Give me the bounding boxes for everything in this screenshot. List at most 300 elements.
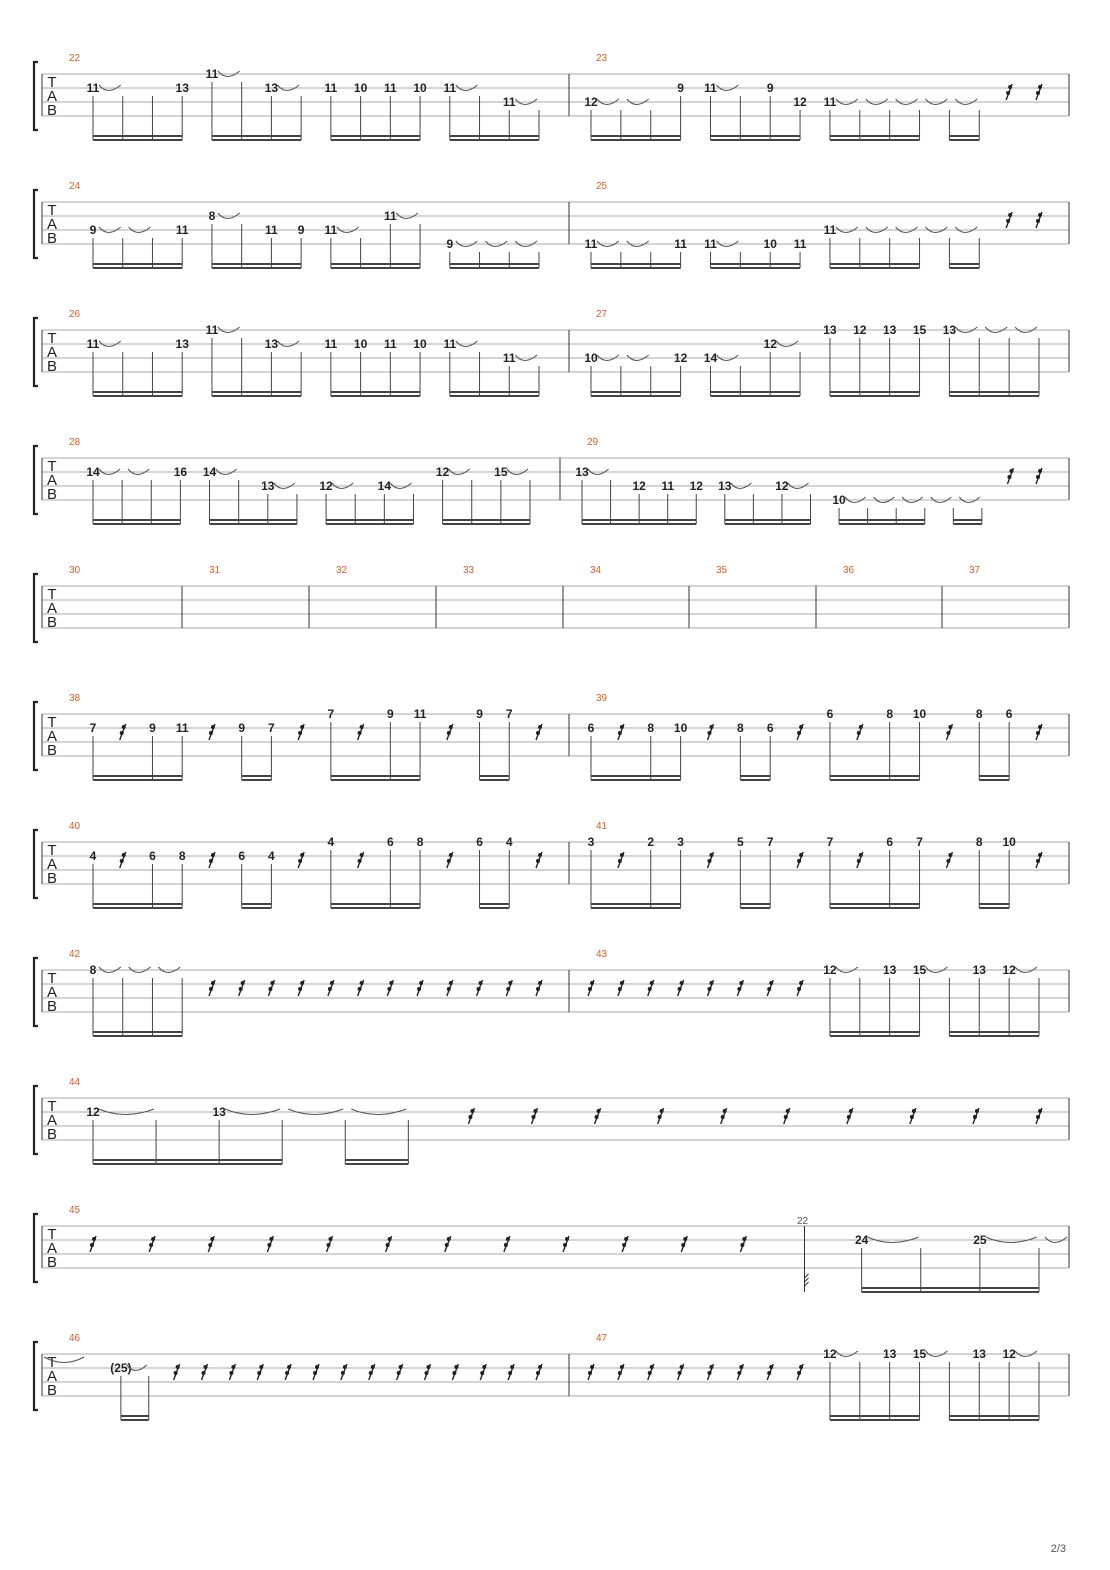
sixteenth-rest xyxy=(536,724,542,740)
sixteenth-rest xyxy=(417,980,423,996)
fret-number: 8 xyxy=(416,835,424,849)
sixteenth-rest xyxy=(480,1364,486,1380)
staff-system xyxy=(34,1205,1069,1292)
sixteenth-rest xyxy=(857,852,863,868)
fret-number: 6 xyxy=(766,721,774,735)
measure-number: 33 xyxy=(463,565,475,576)
fret-number: 11 xyxy=(205,67,219,81)
fret-number: 8 xyxy=(208,209,216,223)
fret-number: 11 xyxy=(502,351,516,365)
sixteenth-rest xyxy=(386,1236,392,1252)
sixteenth-rest xyxy=(588,980,594,996)
fret-number: 13 xyxy=(175,337,189,351)
fret-number: 11 xyxy=(502,95,516,109)
fret-number: 11 xyxy=(324,223,338,237)
measure-number: 43 xyxy=(596,949,608,960)
measure-number: 30 xyxy=(69,565,81,576)
staff-system xyxy=(34,949,1069,1036)
sixteenth-rest xyxy=(946,852,952,868)
fret-number: 11 xyxy=(205,323,219,337)
tab-clef-letter: A xyxy=(46,600,58,617)
sixteenth-rest xyxy=(327,1236,333,1252)
fret-number: 11 xyxy=(383,209,397,223)
sixteenth-rest xyxy=(797,724,803,740)
system-bracket xyxy=(34,1342,38,1410)
tab-clef-letter: A xyxy=(46,1240,58,1257)
tab-clef-letter: T xyxy=(47,970,57,987)
sixteenth-rest xyxy=(257,1364,263,1380)
fret-number: 13 xyxy=(261,479,275,493)
sixteenth-rest xyxy=(298,724,304,740)
sixteenth-rest xyxy=(784,1108,790,1124)
staff-system xyxy=(34,53,1069,140)
sixteenth-rest xyxy=(229,1364,235,1380)
measure-number: 36 xyxy=(843,565,855,576)
sixteenth-rest xyxy=(847,1108,853,1124)
fret-number: 11 xyxy=(704,237,717,251)
fret-number: 7 xyxy=(826,835,834,849)
tab-clef-letter: B xyxy=(46,1254,58,1271)
fret-number: 12 xyxy=(435,465,450,479)
sixteenth-rest xyxy=(536,1364,542,1380)
fret-number: 11 xyxy=(175,223,189,237)
fret-number: 16 xyxy=(173,465,188,479)
tab-clef-letter: A xyxy=(46,1112,58,1129)
sixteenth-rest xyxy=(1036,852,1042,868)
fret-number: 9 xyxy=(476,707,483,721)
fret-number: 11 xyxy=(383,337,397,351)
sixteenth-rest xyxy=(707,724,713,740)
tab-clef-letter: B xyxy=(46,102,58,119)
grace-flag xyxy=(805,1274,809,1278)
fret-number: 12 xyxy=(584,95,598,109)
fret-number: 13 xyxy=(942,323,957,337)
tab-clef-letter: A xyxy=(46,472,58,489)
sixteenth-rest xyxy=(588,1364,594,1380)
measure-number: 47 xyxy=(596,1333,608,1344)
sixteenth-rest xyxy=(618,852,624,868)
fret-number: 6 xyxy=(587,721,595,735)
measure-number: 25 xyxy=(596,181,608,192)
fret-number: 13 xyxy=(264,81,279,95)
tab-clef-letter: B xyxy=(46,870,58,887)
system-bracket xyxy=(34,574,38,642)
measure-number: 32 xyxy=(336,565,348,576)
fret-number: 6 xyxy=(386,835,394,849)
fret-number: 8 xyxy=(178,849,186,863)
sixteenth-rest xyxy=(120,852,126,868)
fret-number: 12 xyxy=(823,1347,837,1361)
tab-clef-letter: T xyxy=(47,202,57,219)
fret-number: 8 xyxy=(975,835,983,849)
sixteenth-rest xyxy=(1006,212,1012,228)
fret-number: 10 xyxy=(763,237,777,251)
sixteenth-rest xyxy=(298,980,304,996)
sixteenth-rest xyxy=(1006,84,1012,100)
fret-number: 6 xyxy=(476,835,483,849)
tab-clef-letter: A xyxy=(46,88,58,105)
sixteenth-rest xyxy=(239,980,245,996)
tab-clef-letter: B xyxy=(46,998,58,1015)
sixteenth-rest xyxy=(267,1236,273,1252)
measure-number: 39 xyxy=(596,693,608,704)
sixteenth-rest xyxy=(536,980,542,996)
sixteenth-rest xyxy=(298,852,304,868)
staff-system xyxy=(34,181,1069,268)
sixteenth-rest xyxy=(387,980,393,996)
fret-number: 9 xyxy=(677,81,684,95)
sixteenth-rest xyxy=(658,1108,664,1124)
sixteenth-rest xyxy=(946,724,952,740)
sixteenth-rest xyxy=(707,852,713,868)
fret-number: 13 xyxy=(718,479,732,493)
fret-number: 14 xyxy=(703,351,718,365)
fret-number: 2 xyxy=(647,835,655,849)
system-bracket xyxy=(34,62,38,130)
fret-number: 9 xyxy=(386,707,394,721)
fret-number: 11 xyxy=(86,337,100,351)
fret-number: 3 xyxy=(587,835,595,849)
fret-number: 12 xyxy=(853,323,867,337)
sixteenth-rest xyxy=(285,1364,291,1380)
fret-number: 12 xyxy=(1002,963,1016,977)
fret-number: 12 xyxy=(689,479,703,493)
sixteenth-rest xyxy=(767,1364,773,1380)
sixteenth-rest xyxy=(1036,84,1042,100)
fret-number: 5 xyxy=(736,835,744,849)
sixteenth-rest xyxy=(202,1364,208,1380)
fret-number: 15 xyxy=(912,1347,927,1361)
fret-number: 6 xyxy=(149,849,156,863)
fret-number: 12 xyxy=(763,337,777,351)
sixteenth-rest xyxy=(209,852,215,868)
fret-number: 10 xyxy=(912,707,927,721)
sixteenth-rest xyxy=(1007,468,1013,484)
measure-number: 28 xyxy=(69,437,81,448)
staff-system xyxy=(34,437,1069,524)
fret-number: 8 xyxy=(89,963,97,977)
fret-number: 11 xyxy=(704,81,717,95)
measure-number: 27 xyxy=(596,309,608,320)
fret-number: 6 xyxy=(886,835,894,849)
fret-number: 12 xyxy=(673,351,688,365)
sixteenth-rest xyxy=(358,724,364,740)
fret-number: 12 xyxy=(823,963,837,977)
fret-number: 7 xyxy=(327,707,335,721)
fret-number: 6 xyxy=(1005,707,1013,721)
fret-number: 11 xyxy=(265,223,278,237)
tab-clef-letter: B xyxy=(46,358,58,375)
sixteenth-rest xyxy=(174,1364,180,1380)
page-number: 2/3 xyxy=(1050,1543,1066,1555)
sixteenth-rest xyxy=(595,1108,601,1124)
sixteenth-rest xyxy=(721,1108,727,1124)
fret-number: 10 xyxy=(353,337,368,351)
measure-number: 45 xyxy=(69,1205,81,1216)
sixteenth-rest xyxy=(208,1236,214,1252)
measure-number: 31 xyxy=(209,565,221,576)
fret-number: 13 xyxy=(882,323,897,337)
sixteenth-rest xyxy=(857,724,863,740)
sixteenth-rest xyxy=(737,980,743,996)
sixteenth-rest xyxy=(209,980,215,996)
sixteenth-rest xyxy=(973,1108,979,1124)
fret-number: 11 xyxy=(584,237,598,251)
fret-number: 9 xyxy=(766,81,774,95)
staff-system xyxy=(34,693,1069,780)
fret-number: 13 xyxy=(823,323,837,337)
fret-number: 14 xyxy=(377,479,392,493)
tab-clef-letter: T xyxy=(47,586,57,603)
fret-number: 11 xyxy=(443,337,457,351)
measure-number: 37 xyxy=(969,565,981,576)
sixteenth-rest xyxy=(536,852,542,868)
tab-clef-letter: B xyxy=(46,230,58,247)
staff-system xyxy=(34,565,1069,642)
fret-number: 11 xyxy=(443,81,457,95)
fret-number: 7 xyxy=(89,721,97,735)
tab-clef-letter: B xyxy=(46,742,58,759)
sixteenth-rest xyxy=(618,724,624,740)
sixteenth-rest xyxy=(910,1108,916,1124)
fret-number: 8 xyxy=(647,721,655,735)
fret-number: 13 xyxy=(264,337,279,351)
fret-number: 12 xyxy=(775,479,789,493)
fret-number: 7 xyxy=(268,721,275,735)
sixteenth-rest xyxy=(681,1236,687,1252)
fret-number: 14 xyxy=(202,465,217,479)
sixteenth-rest xyxy=(618,1364,624,1380)
sixteenth-rest xyxy=(504,1236,510,1252)
fret-number: 4 xyxy=(89,849,97,863)
measure-number: 40 xyxy=(69,821,81,832)
tab-clef-letter: B xyxy=(46,486,58,503)
tab-clef-letter: T xyxy=(47,74,57,91)
fret-number: 25 xyxy=(973,1233,987,1247)
tab-clef-letter: B xyxy=(46,1126,58,1143)
tab-clef-letter: B xyxy=(46,1382,58,1399)
fret-number: 9 xyxy=(149,721,156,735)
sixteenth-rest xyxy=(563,1236,569,1252)
tab-clef-letter: T xyxy=(47,458,57,475)
measure-number: 34 xyxy=(590,565,602,576)
system-bracket xyxy=(34,958,38,1026)
staff-system xyxy=(34,309,1069,396)
system-bracket xyxy=(34,446,38,514)
fret-number: 3 xyxy=(677,835,684,849)
sixteenth-rest xyxy=(120,724,126,740)
sixteenth-rest xyxy=(341,1364,347,1380)
fret-number: 14 xyxy=(86,465,100,479)
fret-number: 4 xyxy=(268,849,275,863)
fret-number: 8 xyxy=(886,707,894,721)
tab-clef-letter: A xyxy=(46,344,58,361)
measure-number: 41 xyxy=(596,821,608,832)
fret-number: 7 xyxy=(505,707,513,721)
fret-number: 13 xyxy=(882,1347,897,1361)
staff-system xyxy=(34,1333,1069,1420)
sixteenth-rest xyxy=(90,1236,96,1252)
sixteenth-rest xyxy=(209,724,215,740)
fret-number: 12 xyxy=(319,479,333,493)
sixteenth-rest xyxy=(707,1364,713,1380)
sixteenth-rest xyxy=(447,852,453,868)
tab-clef-letter: A xyxy=(46,1368,58,1385)
tab-clef-letter: A xyxy=(46,728,58,745)
sixteenth-rest xyxy=(1036,1108,1042,1124)
fret-number: 4 xyxy=(505,835,513,849)
fret-number: 13 xyxy=(212,1105,226,1119)
fret-number: 9 xyxy=(238,721,246,735)
system-bracket xyxy=(34,702,38,770)
sixteenth-rest xyxy=(618,980,624,996)
fret-number: 6 xyxy=(826,707,834,721)
tab-clef-letter: A xyxy=(46,216,58,233)
sixteenth-rest xyxy=(425,1364,431,1380)
fret-number: 10 xyxy=(584,351,598,365)
fret-number: 11 xyxy=(823,223,837,237)
tab-clef-letter: A xyxy=(46,984,58,1001)
measure-number: 23 xyxy=(596,53,608,64)
sixteenth-rest xyxy=(531,1108,537,1124)
sixteenth-rest xyxy=(1036,468,1042,484)
fret-number: 11 xyxy=(383,81,397,95)
sixteenth-rest xyxy=(648,1364,654,1380)
tab-clef-letter: T xyxy=(47,1098,57,1115)
fret-number: 10 xyxy=(832,493,846,507)
fret-number: 4 xyxy=(327,835,335,849)
system-bracket xyxy=(34,190,38,258)
fret-number: 12 xyxy=(632,479,646,493)
fret-number: 13 xyxy=(575,465,589,479)
staff-system xyxy=(34,1077,1069,1164)
tab-clef-letter: T xyxy=(47,842,57,859)
sixteenth-rest xyxy=(648,980,654,996)
sixteenth-rest xyxy=(447,980,453,996)
fret-number: 15 xyxy=(912,963,927,977)
sixteenth-rest xyxy=(797,980,803,996)
fret-number: 11 xyxy=(324,81,338,95)
sixteenth-rest xyxy=(797,852,803,868)
system-bracket xyxy=(34,1214,38,1282)
measure-number: 42 xyxy=(69,949,81,960)
fret-number: 10 xyxy=(413,337,427,351)
sixteenth-rest xyxy=(328,980,334,996)
fret-number: 9 xyxy=(89,223,97,237)
fret-number: 9 xyxy=(446,237,454,251)
fret-number: 11 xyxy=(86,81,100,95)
sixteenth-rest xyxy=(737,1364,743,1380)
fret-number: 12 xyxy=(86,1105,100,1119)
measure-number: 46 xyxy=(69,1333,81,1344)
fret-number: 15 xyxy=(494,465,508,479)
sixteenth-rest xyxy=(445,1236,451,1252)
fret-number: 6 xyxy=(238,849,246,863)
fret-number: 11 xyxy=(823,95,837,109)
tab-clef-letter: A xyxy=(46,856,58,873)
sixteenth-rest xyxy=(397,1364,403,1380)
measure-number: 24 xyxy=(69,181,81,192)
fret-number: 12 xyxy=(793,95,807,109)
measure-number: 26 xyxy=(69,309,81,320)
fret-number: 13 xyxy=(972,1347,986,1361)
measure-number: 22 xyxy=(69,53,81,64)
fret-number: 10 xyxy=(1002,835,1016,849)
measure-number: 35 xyxy=(716,565,728,576)
sixteenth-rest xyxy=(452,1364,458,1380)
fret-number: 7 xyxy=(916,835,923,849)
fret-number: (25) xyxy=(110,1361,132,1375)
measure-number: 38 xyxy=(69,693,81,704)
system-bracket xyxy=(34,1086,38,1154)
system-bracket xyxy=(34,830,38,898)
fret-number: 10 xyxy=(413,81,427,95)
fret-number: 24 xyxy=(854,1233,869,1247)
sixteenth-rest xyxy=(622,1236,628,1252)
sixteenth-rest xyxy=(707,980,713,996)
sixteenth-rest xyxy=(1036,212,1042,228)
sixteenth-rest xyxy=(369,1364,375,1380)
tab-clef-letter: T xyxy=(47,1354,57,1371)
sixteenth-rest xyxy=(1036,724,1042,740)
system-bracket xyxy=(34,318,38,386)
fret-number: 8 xyxy=(975,707,983,721)
grace-flag xyxy=(805,1278,809,1282)
sixteenth-rest xyxy=(313,1364,319,1380)
sixteenth-rest xyxy=(678,1364,684,1380)
fret-number: 11 xyxy=(175,721,189,735)
sixteenth-rest xyxy=(506,980,512,996)
fret-number: 10 xyxy=(673,721,688,735)
fret-number: 11 xyxy=(413,707,427,721)
tab-clef-letter: B xyxy=(46,614,58,631)
sixteenth-rest xyxy=(447,724,453,740)
staff-system xyxy=(34,821,1069,908)
sixteenth-rest xyxy=(740,1236,746,1252)
fret-number: 13 xyxy=(882,963,897,977)
sixteenth-rest xyxy=(358,852,364,868)
sixteenth-rest xyxy=(767,980,773,996)
grace-note: 22 xyxy=(796,1216,809,1227)
fret-number: 11 xyxy=(661,479,675,493)
sixteenth-rest xyxy=(268,980,274,996)
fret-number: 7 xyxy=(766,835,774,849)
sixteenth-rest xyxy=(678,980,684,996)
sixteenth-rest xyxy=(358,980,364,996)
sixteenth-rest xyxy=(477,980,483,996)
fret-number: 13 xyxy=(972,963,986,977)
fret-number: 11 xyxy=(793,237,807,251)
sixteenth-rest xyxy=(149,1236,155,1252)
measure-number: 44 xyxy=(69,1077,81,1088)
fret-number: 8 xyxy=(736,721,744,735)
fret-number: 11 xyxy=(324,337,338,351)
fret-number: 12 xyxy=(1002,1347,1016,1361)
fret-number: 13 xyxy=(175,81,189,95)
fret-number: 10 xyxy=(353,81,368,95)
fret-number: 15 xyxy=(912,323,927,337)
sixteenth-rest xyxy=(797,1364,803,1380)
grace-flag xyxy=(805,1282,809,1286)
tab-clef-letter: T xyxy=(47,330,57,347)
tab-clef-letter: T xyxy=(47,1226,57,1243)
fret-number: 9 xyxy=(297,223,305,237)
tab-clef-letter: T xyxy=(47,714,57,731)
fret-number: 11 xyxy=(674,237,687,251)
sixteenth-rest xyxy=(468,1108,474,1124)
sixteenth-rest xyxy=(508,1364,514,1380)
measure-number: 29 xyxy=(587,437,599,448)
